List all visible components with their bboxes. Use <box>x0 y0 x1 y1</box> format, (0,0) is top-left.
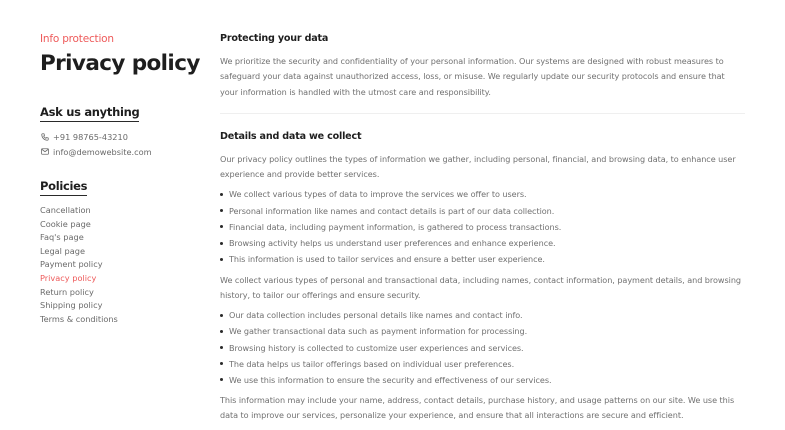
email-link[interactable] <box>40 145 200 160</box>
list-item: Financial data, including payment information, is gathered to process transactions. <box>220 219 745 235</box>
section-title: Details and data we collect <box>220 130 362 142</box>
list-item: We collect various types of data to improve the services we offer to users. <box>220 186 745 202</box>
policy-link-payment-policy[interactable]: Payment policy <box>40 259 103 270</box>
ask-us-heading: Ask us anything <box>40 105 139 122</box>
policy-nav <box>40 204 200 326</box>
page-title: Privacy policy <box>40 51 200 76</box>
list-item: This information is used to tailor services and ensure a better user experience. <box>220 251 745 267</box>
phone-icon <box>40 133 50 141</box>
list-item: Personal information like names and contact details is part of our data collection. <box>220 203 745 219</box>
section-paragraph: We prioritize the security and confidentiality of your personal information. Our systems are designed with robust measures to safeguard your data against unauthorized access, loss, or misuse. We regularly update our security protocols and ensure that your information is handled with the utmost care and responsibility. <box>220 56 725 97</box>
phone-link[interactable] <box>40 130 200 145</box>
policy-link-cookie-page[interactable]: Cookie page <box>40 218 91 229</box>
policy-link-faq-page[interactable]: Faq's page <box>40 232 84 243</box>
list-item: The data helps us tailor offerings based on individual user preferences. <box>220 356 745 372</box>
eyebrow-label: Info protection <box>40 33 114 45</box>
policy-link-terms-conditions[interactable]: Terms & conditions <box>40 313 118 324</box>
list-item: We use this information to ensure the security and effectiveness of our services. <box>220 372 745 388</box>
section-protecting-data <box>220 33 745 114</box>
contact-info <box>40 130 200 159</box>
list-item: Browsing history is collected to customize user experiences and services. <box>220 340 745 356</box>
section-title: Protecting your data <box>220 33 329 44</box>
list-item: Our data collection includes personal details like names and contact info. <box>220 307 745 323</box>
policy-link-legal-page[interactable]: Legal page <box>40 245 85 256</box>
policies-heading: Policies <box>40 179 87 196</box>
list-item: We gather transactional data such as payment information for processing. <box>220 323 745 339</box>
closing-paragraph: This information may include your name, address, contact details, purchase history, and usage patterns on our site. We use this data to improve our services, personalize your experience, and ensure that all interactions are secure and efficient. <box>220 395 735 421</box>
policy-content <box>220 33 745 430</box>
sidebar <box>40 33 200 326</box>
policy-link-privacy-policy[interactable]: Privacy policy <box>40 272 97 283</box>
section-data-we-collect <box>220 131 745 430</box>
middle-paragraph: We collect various types of personal and transactional data, including names, contact information, payment details, and browsing history, to tailor our offerings and ensure security. <box>220 274 741 300</box>
mail-icon <box>40 148 50 155</box>
phone-number: +91 98765-43210 <box>53 132 128 143</box>
email-address: info@demowebsite.com <box>53 146 152 157</box>
bullet-list <box>220 186 745 267</box>
list-item: Browsing activity helps us understand user preferences and enhance experience. <box>220 235 745 251</box>
policy-link-return-policy[interactable]: Return policy <box>40 286 94 297</box>
bullet-list <box>220 307 745 388</box>
policy-link-cancellation[interactable]: Cancellation <box>40 205 91 215</box>
intro-paragraph: Our privacy policy outlines the types of information we gather, including personal, financial, and browsing data, to enhance user experience and provide better services. <box>220 153 736 180</box>
policy-link-shipping-policy[interactable]: Shipping policy <box>40 300 103 311</box>
